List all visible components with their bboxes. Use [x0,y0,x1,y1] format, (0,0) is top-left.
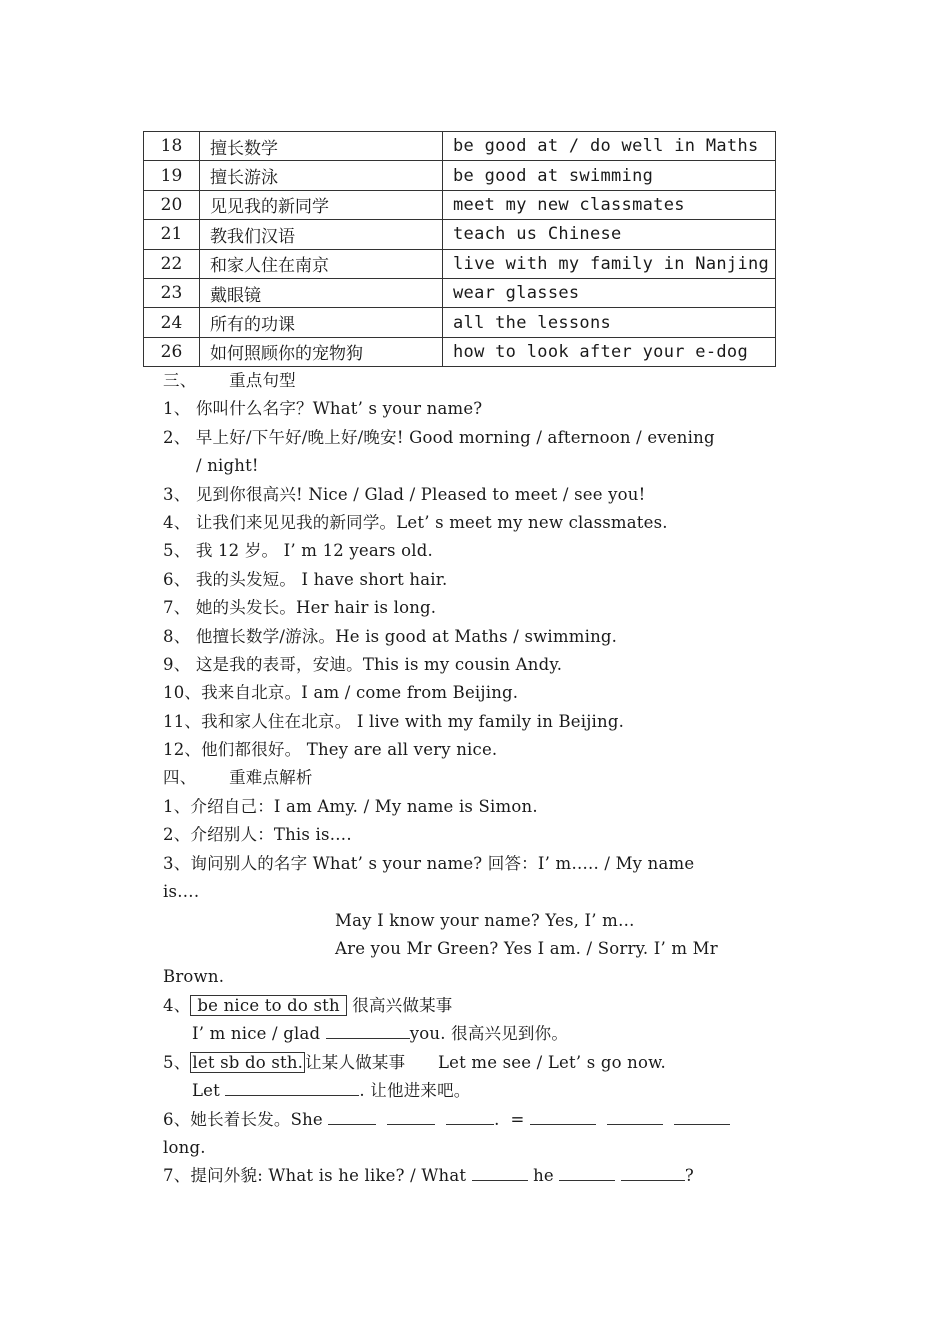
table-row [144,308,776,337]
chinese-phrase: 见见我的新同学 [200,190,443,219]
sentence-line: 8、 他擅长数学/游泳。He is good at Maths / swimming. [163,627,618,646]
vocab-table [143,131,776,367]
table-row [144,132,776,161]
sentence-line: / night! [196,456,259,475]
point-5-example: Let . 让他进来吧。 [192,1081,471,1100]
sentence-line: 10、我来自北京。I am / come from Beijing. [163,683,519,702]
point-4: 4、 be nice to do sth 很高兴做某事 [163,996,453,1015]
row-number: 22 [144,249,200,278]
point-6b: long. [163,1138,206,1157]
table-row [144,190,776,219]
english-phrase: all the lessons [443,308,776,337]
chinese-phrase: 戴眼镜 [200,278,443,307]
fill-blank[interactable] [328,1110,376,1125]
sentence-line: 1、 你叫什么名字？What’ s your name? [163,399,483,418]
row-number: 26 [144,337,200,366]
table-row [144,220,776,249]
fill-blank[interactable] [621,1166,685,1181]
table-row [144,249,776,278]
chinese-phrase: 如何照顾你的宠物狗 [200,337,443,366]
point-4-example: I’ m nice / glad you. 很高兴见到你。 [192,1024,569,1043]
chinese-phrase: 和家人住在南京 [200,249,443,278]
sentence-line: 6、 我的头发短。 I have short hair. [163,570,448,589]
sentence-line: 3、 见到你很高兴! Nice / Glad / Pleased to meet / see you! [163,485,646,504]
point-6: 6、她长着长发。She . = [163,1109,730,1131]
table-row [144,337,776,366]
english-phrase: live with my family in Nanjing [443,249,776,278]
sentence-line: 12、他们都很好。 They are all very nice. [163,740,498,759]
fill-blank[interactable] [607,1110,663,1125]
point-3c: May I know your name? Yes, I’ m… [335,911,635,930]
point-3a: 3、询问别人的名字 What’ s your name? 回答：I’ m….. / My name [163,854,695,873]
row-number: 24 [144,308,200,337]
fill-blank[interactable] [674,1110,730,1125]
sentence-line: 7、 她的头发长。Her hair is long. [163,598,437,617]
english-phrase: how to look after your e-dog [443,337,776,366]
row-number: 21 [144,220,200,249]
table-row [144,278,776,307]
sentence-line: 4、 让我们来见见我的新同学。Let’ s meet my new classmates. [163,513,668,532]
table-row [144,161,776,190]
english-phrase: be good at swimming [443,161,776,190]
chinese-phrase: 所有的功课 [200,308,443,337]
fill-blank[interactable] [559,1166,615,1181]
point-3e: Brown. [163,967,225,986]
point-2: 2、介绍别人：This is…. [163,825,352,844]
row-number: 18 [144,132,200,161]
fill-blank[interactable] [326,1024,410,1039]
chinese-phrase: 教我们汉语 [200,220,443,249]
sentence-line: 5、 我 12 岁。 I’ m 12 years old. [163,541,433,560]
fill-blank[interactable] [387,1110,435,1125]
chinese-phrase: 擅长数学 [200,132,443,161]
row-number: 23 [144,278,200,307]
point-5: 5、 let sb do sth. 让某人做某事 Let me see / Let’ s go now. [163,1053,666,1072]
point-3d: Are you Mr Green? Yes I am. / Sorry. I’ m Mr [335,939,718,958]
boxed-phrase: let sb do sth. [192,1053,304,1072]
point-1: 1、介绍自己：I am Amy. / My name is Simon. [163,797,538,816]
english-phrase: wear glasses [443,278,776,307]
english-phrase: be good at / do well in Maths [443,132,776,161]
chinese-phrase: 擅长游泳 [200,161,443,190]
sentence-line: 11、我和家人住在北京。 I live with my family in Beijing. [163,712,625,731]
fill-blank[interactable] [530,1110,596,1125]
point-7: 7、提问外貌: What is he like? / What he ? [163,1166,694,1185]
section3-heading: 三、 重点句型 [163,371,296,390]
english-phrase: teach us Chinese [443,220,776,249]
fill-blank[interactable] [225,1081,359,1096]
english-phrase: meet my new classmates [443,190,776,219]
point-3b: is…. [163,882,200,901]
row-number: 19 [144,161,200,190]
fill-blank[interactable] [472,1166,528,1181]
sentence-line: 2、 早上好/下午好/晚上好/晚安! Good morning / afternoon / evening [163,428,715,447]
section4-heading: 四、 重难点解析 [163,768,313,787]
row-number: 20 [144,190,200,219]
fill-blank[interactable] [446,1110,494,1125]
sentence-line: 9、 这是我的表哥，安迪。This is my cousin Andy. [163,655,563,674]
boxed-phrase: be nice to do sth [190,995,346,1016]
